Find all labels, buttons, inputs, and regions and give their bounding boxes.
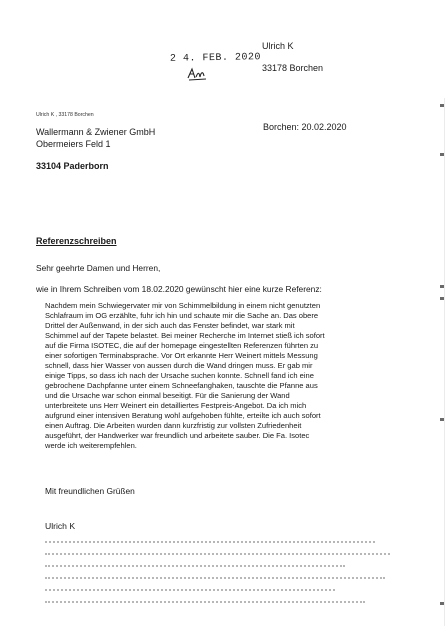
received-date-stamp: 2 4. FEB. 2020 [169, 52, 262, 65]
recipient-street: Obermeiers Feld 1 [36, 139, 111, 149]
initials-scribble [186, 66, 208, 82]
body-line: und die Ursache war schon einmal beseitigt. Für die Sanierung der Wand [45, 391, 290, 400]
illegible-line [45, 565, 345, 570]
illegible-line [45, 601, 365, 606]
body-line: unterbreitete uns Herr Weinert ein detailliertes Festpreis-Angebot. Da ich mich [45, 401, 307, 410]
punch-mark [440, 297, 444, 300]
return-address-line: Ulrich K , 33178 Borchen [36, 112, 94, 118]
body-line: Schlafraum im OG erzählte, fuhr ich hin und schaute mir die Sache an. Das obere [45, 311, 319, 320]
letter-body [45, 301, 363, 451]
body-line: Nachdem mein Schwiegervater mir von Schimmelbildung in einem nicht genutzten [45, 301, 321, 310]
punch-mark [440, 104, 444, 107]
punch-mark [440, 418, 444, 421]
recipient-company: Wallermann & Zwiener GmbH [36, 127, 156, 137]
body-line: einen Auftrag. Die Arbeiten wurden dann kurzfristig zur vollsten Zufriedenheit [45, 421, 302, 430]
illegible-line [45, 553, 390, 558]
body-line: einer sofortigen Terminabsprache. Vor Ort erkannte Herr Weinert mittels Messung [45, 351, 318, 360]
illegible-line [45, 577, 385, 582]
letter-subject: Referenzschreiben [36, 236, 117, 246]
illegible-line [45, 589, 335, 594]
punch-mark [440, 602, 444, 605]
body-line: auf die Firma ISOTEC, die auf der homepage eingestellten Referenzen führten zu [45, 341, 319, 350]
body-line: Schimmel auf der Tapete belastet. Bei meiner Recherche im Internet stieß ich sofort [45, 331, 325, 340]
recipient-address [36, 126, 155, 150]
body-line: schnell, dass hier Wasser von aussen durch die Wand dringen muss. Er gab mir [45, 361, 313, 370]
body-line: Drittel der Außenwand, in der sich auch das Fenster befindet, war stark mit [45, 321, 295, 330]
body-line: werde ich weiterempfehlen. [45, 441, 137, 450]
recipient-zip-city: 33104 Paderborn [36, 161, 109, 171]
body-line: gebrochene Dachpfanne unter einem Schneefanghaken, tauschte die Pfanne aus [45, 381, 318, 390]
salutation: Sehr geehrte Damen und Herren, [36, 263, 161, 273]
illegible-line [45, 541, 375, 546]
closing: Mit freundlichen Grüßen [45, 486, 135, 496]
scan-edge [444, 98, 445, 626]
body-line: aufgrund einer intensiven Beratung wohl aufgehoben fühlte, erteilte ich auch sofort [45, 411, 321, 420]
intro-sentence: wie in Ihrem Schreiben vom 18.02.2020 gewünscht hier eine kurze Referenz: [36, 284, 322, 294]
signature-name: Ulrich K [45, 521, 76, 531]
sender-city: 33178 Borchen [262, 63, 324, 73]
body-line: ausgeführt, der Handwerker war freundlich und arbeitete sauber. Die Fa. Isotec [45, 431, 310, 440]
punch-mark [440, 285, 444, 288]
letter-date: Borchen: 20.02.2020 [263, 122, 347, 132]
punch-mark [440, 153, 444, 156]
body-line: einige Tipps, so dass ich nach der Ursache suchen konnte. Schnell fand ich eine [45, 371, 314, 380]
sender-name: Ulrich K [262, 41, 294, 51]
